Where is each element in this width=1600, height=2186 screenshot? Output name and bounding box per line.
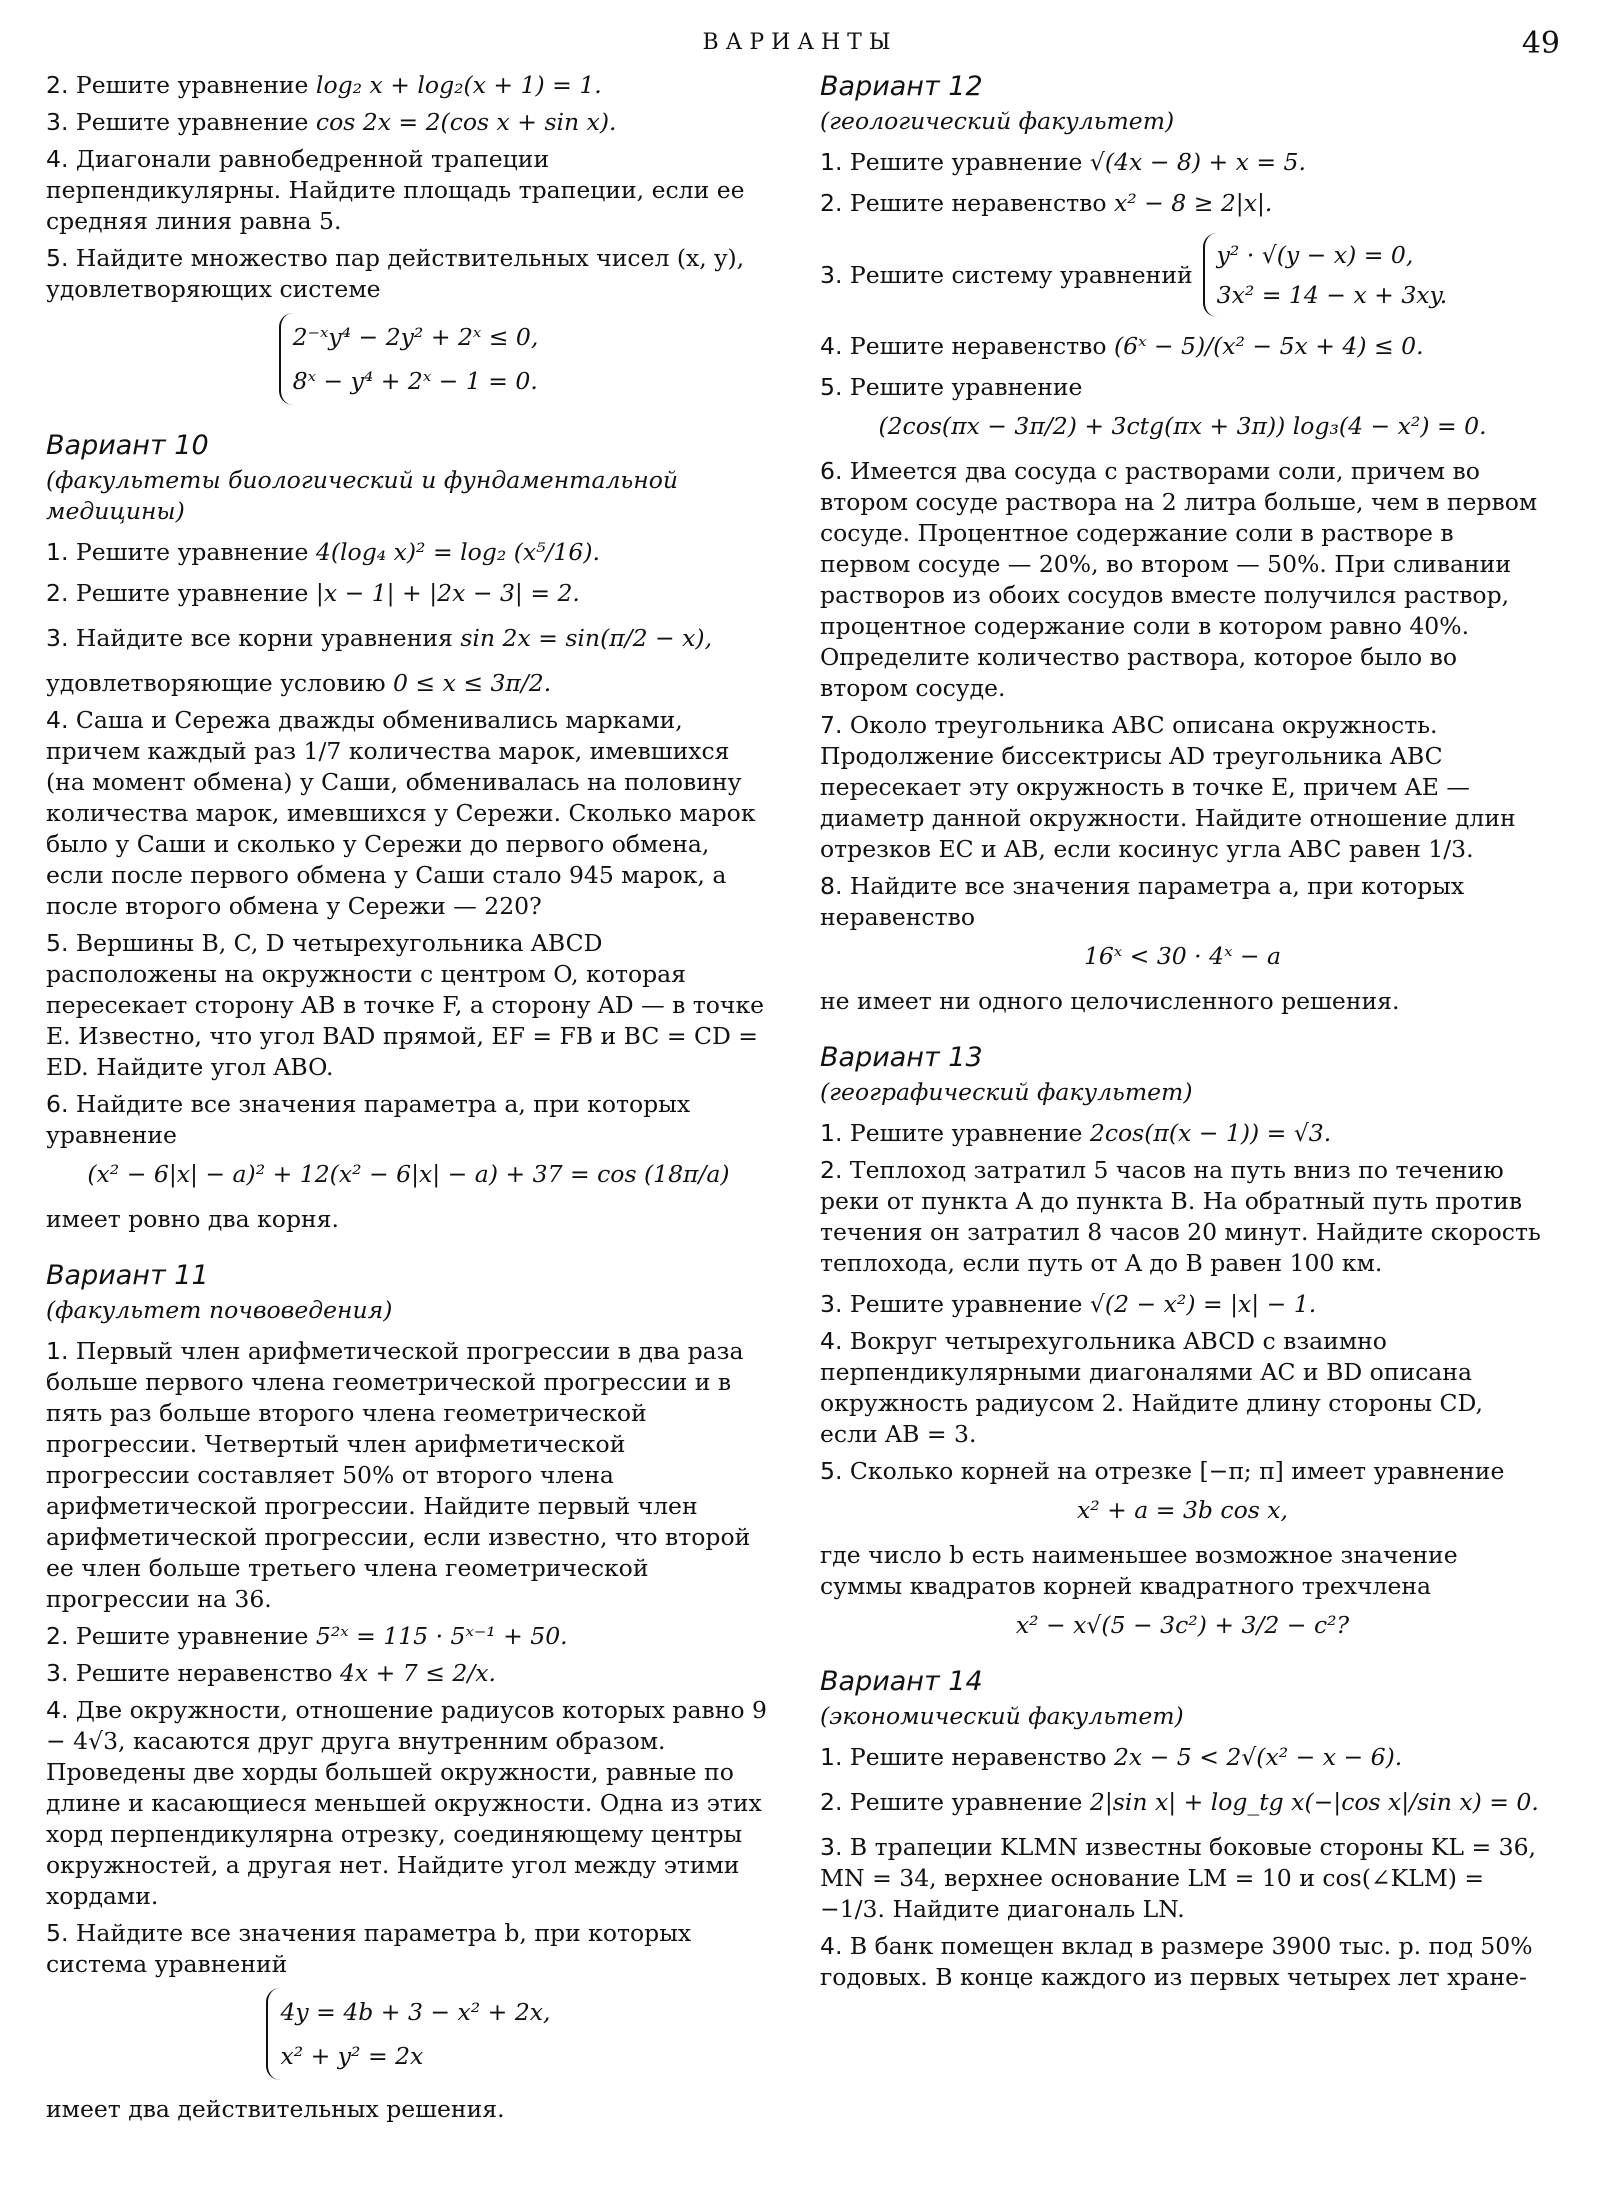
problem: 4. Вокруг четырехугольника ABCD с взаимно перпендикулярными диагоналями AC и BD описана окружность радиусом 2. Найдите длину стороны CD, если AB = 3. [820,1327,1484,1448]
left-column [46,70,771,2131]
problem: 6. Найдите все значения параметра a, при которых уравнение [46,1090,691,1149]
equation-system: y² · √(y − x) = 0, 3x² = 14 − x + 3xy. [1203,233,1448,317]
problem: 2. Решите уравнение 5²ˣ = 115 · 5ˣ⁻¹ + 50. [46,1622,568,1650]
problem: 3. Решите неравенство 4x + 7 ≤ 2/x. [46,1659,496,1687]
display-equation: (x² − 6|x| − a)² + 12(x² − 6|x| − a) + 37 = cos (18π/a) [87,1160,730,1188]
problem: 5. Сколько корней на отрезке [−π; π] имеет уравнение [820,1457,1505,1485]
problem: 2. Теплоход затратил 5 часов на путь вниз по течению реки от пункта A до пункта B. На обратный путь против течения он затратил 8 часов 20 минут. Найдите скорость теплохода, если путь от A до B равен 100 км. [820,1156,1541,1277]
variant-heading: Вариант 13 [820,1042,983,1073]
variant-heading: Вариант 10 [46,430,209,461]
problem: 1. Первый член арифметической прогрессии в два раза больше первого члена геометрической прогрессии и в пять раз больше второго члена геометрической прогрессии. Четвертый член арифметической прогрессии составляет 50% от второго члена арифметической прогрессии. Найдите первый член арифметической прогрессии, если известно, что второй ее член больше третьего члена геометрической прогрессии на 36. [46,1337,751,1613]
page-number: 49 [1521,26,1560,61]
faculty-label: (геологический факультет) [820,107,1175,135]
display-equation: 16ˣ < 30 · 4ˣ − a [1083,942,1282,970]
problem: 2. Решите уравнение log₂ x + log₂(x + 1) = 1. [46,71,602,99]
faculty-label: (факультеты биологический и фундаментальной медицины) [46,466,678,525]
problem: 4. В банк помещен вклад в размере 3900 тыс. р. под 50% годовых. В конце каждого из первых четырех лет хране- [820,1932,1533,1991]
problem: 4. Диагонали равнобедренной трапеции перпендикулярны. Найдите площадь трапеции, если ее средняя линия равна 5. [46,145,745,235]
problem: 1. Решите уравнение 4(log₄ x)² = log₂ (x⁵/16). [46,538,601,566]
faculty-label: (факультет почвоведения) [46,1296,393,1324]
problem: 8. Найдите все значения параметра a, при которых неравенство [820,872,1465,931]
running-title: ВАРИАНТЫ [702,30,898,55]
problem-tail: не имеет ни одного целочисленного решения. [820,987,1400,1015]
variant-heading: Вариант 11 [46,1260,209,1291]
problem: 4. Решите неравенство (6ˣ − 5)/(x² − 5x + 4) ≤ 0. [820,332,1424,360]
faculty-label: (экономический факультет) [820,1702,1184,1730]
problem: 2. Решите уравнение |x − 1| + |2x − 3| = 2. [46,579,580,607]
problem: 5. Решите уравнение [820,373,1083,401]
problem-tail: имеет ровно два корня. [46,1205,339,1233]
display-equation: x² + a = 3b cos x, [1077,1496,1288,1524]
display-equation: x² − x√(5 − 3c²) + 3/2 − c²? [1015,1611,1350,1639]
problem: 3. Решите систему уравнений y² · √(y − x) = 0, 3x² = 14 − x + 3xy. [820,233,1545,317]
problem: 2. Решите неравенство x² − 8 ≥ 2|x|. [820,189,1273,217]
right-column [820,70,1545,1999]
problem: 4. Две окружности, отношение радиусов которых равно 9 − 4√3, касаются друг друга внутренним образом. Проведены две хорды большей окружности, равные по длине и касающиеся меньшей окружности. Одна из этих хорд перпендикулярна отрезку, соединяющему центры окружностей, а другая нет. Найдите угол между этими хордами. [46,1696,767,1910]
variant-heading: Вариант 14 [820,1666,983,1697]
problem: 5. Найдите множество пар действительных чисел (x, y), удовлетворяющих системе [46,244,745,303]
problem-tail: имеет два действительных решения. [46,2095,505,2123]
problem: 5. Найдите все значения параметра b, при которых система уравнений [46,1919,692,1978]
variant-heading: Вариант 12 [820,71,983,102]
page-header [0,22,1600,62]
problem: 3. Решите уравнение cos 2x = 2(cos x + sin x). [46,108,617,136]
problem: 3. Решите уравнение √(2 − x²) = |x| − 1. [820,1290,1317,1318]
problem: 5. Вершины B, C, D четырехугольника ABCD расположены на окружности с центром O, которая пересекает сторону AB в точке F, а сторону AD — в точке E. Известно, что угол BAD прямой, EF = FB и BC = CD = ED. Найдите угол ABO. [46,929,765,1081]
problem: 3. В трапеции KLMN известны боковые стороны KL = 36, MN = 34, верхнее основание LM = 10 и cos(∠KLM) = −1/3. Найдите диагональ LN. [820,1833,1536,1923]
faculty-label: (географический факультет) [820,1078,1193,1106]
problem: 1. Решите уравнение 2cos(π(x − 1)) = √3. [820,1119,1332,1147]
equation-system: 2⁻ˣy⁴ − 2y² + 2ˣ ≤ 0, 8ˣ − y⁴ + 2ˣ − 1 = 0. [46,313,771,405]
problem: 7. Около треугольника ABC описана окружность. Продолжение биссектрисы AD треугольника ABC пересекает эту окружность в точке E, причем AE — диаметр данной окружности. Найдите отношение длин отрезков EC и AB, если косинус угла ABC равен 1/3. [820,711,1516,863]
problem-text: где число b есть наименьшее возможное значение суммы квадратов корней квадратного трехчлена [820,1541,1458,1600]
equation-system: 4y = 4b + 3 − x² + 2x, x² + y² = 2x [46,1988,771,2080]
problem: 4. Саша и Сережа дважды обменивались марками, причем каждый раз 1/7 количества марок, имевшихся (на момент обмена) у Саши, обменивалась на половину количества марок, имевшихся у Сережи. Сколько марок было у Саши и сколько у Сережи до первого обмена, если после первого обмена у Саши стало 945 марок, а после второго обмена у Сережи — 220? [46,706,756,920]
problem: 6. Имеется два сосуда с растворами соли, причем во втором сосуде раствора на 2 литра больше, чем в первом сосуде. Процентное содержание соли в растворе в первом сосуде — 20%, во втором — 50%. При сливании растворов из обоих сосудов вместе получился раствор, процентное содержание соли в котором равно 40%. Определите количество раствора, которое было во втором сосуде. [820,457,1538,702]
problem: 1. Решите уравнение √(4x − 8) + x = 5. [820,148,1306,176]
problem: 1. Решите неравенство 2x − 5 < 2√(x² − x − 6). [820,1743,1403,1771]
problem: 2. Решите уравнение 2|sin x| + log_tg x(−|cos x|/sin x) = 0. [820,1788,1539,1816]
problem: 3. Найдите все корни уравнения sin 2x = sin(π/2 − x), [46,624,713,652]
display-equation: (2cos(πx − 3π/2) + 3ctg(πx + 3π)) log₃(4 − x²) = 0. [878,412,1487,440]
problem: удовлетворяющие условию 0 ≤ x ≤ 3π/2. [46,669,552,697]
